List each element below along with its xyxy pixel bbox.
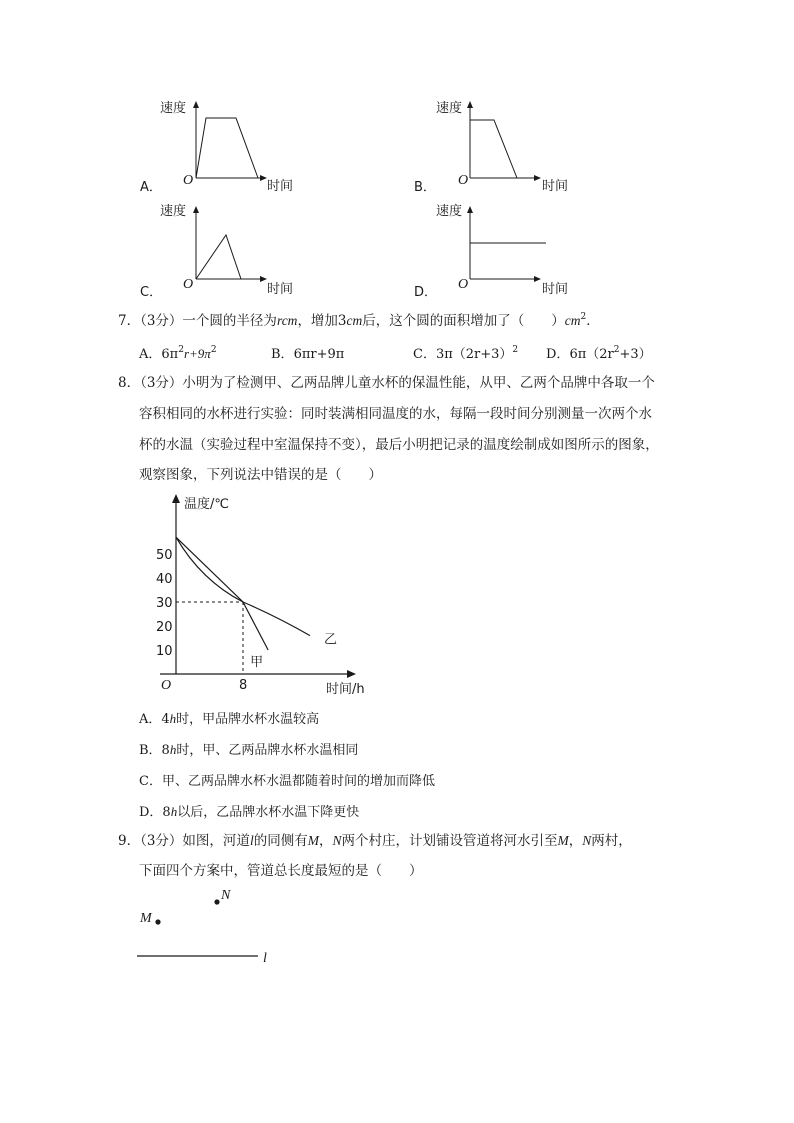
q8-x-arrow (347, 670, 356, 678)
q8-series-line-jia (176, 537, 268, 650)
q8-y-arrow (172, 494, 180, 503)
q7-unit: cm (564, 313, 581, 328)
q8-line-4: 观察图象，下列说法中错误的是（ ） (139, 467, 382, 483)
q6c-speed-line (196, 235, 241, 279)
q7-period: ． (586, 313, 600, 329)
q8-option-a: A．4h时，甲品牌水杯水温较高 (139, 711, 320, 727)
q7-unit-exp: 2 (580, 312, 587, 322)
q8-line-3: 杯的水温（实验过程中室温保持不变），最后小明把记录的温度绘制成如图所示的图象， (139, 437, 659, 453)
q7-stem (118, 306, 600, 336)
q8-ytick-label: 20 (156, 620, 173, 635)
q9-point-m (155, 919, 160, 924)
q6d-origin: O (458, 277, 469, 292)
q6c-xlabel: 时间 (267, 282, 294, 297)
q8-ytick-label: 50 (156, 548, 173, 563)
q8-ylabel: 温度/℃ (184, 497, 229, 512)
q9-comma-2: ， (568, 833, 583, 849)
q7-option-b: B．6πr+9π (271, 347, 345, 362)
q6c-origin: O (183, 277, 194, 292)
q9-M-2: M (557, 833, 569, 848)
q9-fig-l-label: l (263, 951, 267, 966)
q6c-letter: C． (140, 285, 163, 300)
q8-line-2: 容积相同的水杯进行实验：同时装满相同温度的水，每隔一段时间分别测量一次两个水 (139, 406, 652, 422)
q7-stem-pre: 7．（3分）一个圆的半径为 (118, 313, 277, 329)
q9-line-2: 下面四个方案中，管道总长度最短的是（ ） (139, 863, 423, 879)
q6b-ylabel: 速度 (436, 101, 463, 116)
q6b-origin: O (458, 173, 469, 188)
q9-point-n (214, 899, 219, 904)
q8-temperature-chart (140, 490, 380, 705)
q9-N-2: N (582, 833, 592, 848)
q6a-letter: A． (140, 180, 162, 195)
q6a-origin: O (183, 173, 194, 188)
q7-stem-mid: ，增加3 (297, 313, 347, 329)
q7-cm: cm (346, 313, 363, 328)
q6b-xlabel: 时间 (542, 179, 569, 194)
q8-series-label-yi: 乙 (324, 632, 338, 648)
q7-option-c: C．$3\pi(2r+3)^2$ (413, 345, 519, 362)
q8-origin: O (161, 678, 172, 693)
q6a-xlabel: 时间 (267, 179, 294, 194)
q9-fig-m-label: M (140, 911, 152, 926)
q9-fig-n-label: N (221, 888, 231, 903)
q7-option-d: D．$6\pi(2r^2+3)$ (546, 345, 652, 362)
q7-stem-post: 后，这个圆的面积增加了（ ） (362, 313, 565, 329)
q6d-xlabel: 时间 (542, 282, 569, 297)
q8-option-b: B．8h时，甲、乙两品牌水杯水温相同 (139, 742, 359, 758)
q8-line-1: 8．（3分）小明为了检测甲、乙两品牌儿童水杯的保温性能，从甲、乙两个品牌中各取一个 (118, 375, 655, 391)
q6a-ylabel: 速度 (160, 101, 187, 116)
q6d-letter: D． (414, 285, 438, 300)
q8-xtick-label: 8 (239, 678, 248, 693)
q9-line-1: 9．（3分）如图，河道l的同侧有M，N两个村庄，计划铺设管道将河水引至M，N两村， (118, 833, 632, 849)
q6-graph-b (414, 98, 584, 198)
q8-option-d: D．8h以后，乙品牌水杯水温下降更快 (139, 804, 360, 820)
q6c-ylabel: 速度 (160, 204, 187, 219)
q8-ytick-label: 30 (156, 596, 173, 611)
q8-xlabel: 时间/h (326, 682, 365, 697)
q6b-letter: B． (414, 180, 436, 195)
q7-r-unit: rcm (276, 313, 298, 328)
q6a-speed-line (196, 118, 258, 178)
q8-option-c: C．甲、乙两品牌水杯水温都随着时间的增加而降低 (139, 774, 435, 789)
q6d-ylabel: 速度 (436, 204, 463, 219)
q8-ytick-label: 10 (156, 644, 173, 659)
q6-graph-a (140, 98, 310, 198)
q7-option-a: A．$6\pi^2r+9\pi^2$ (139, 345, 217, 362)
q9-figure (134, 882, 284, 972)
q8-ytick-label: 40 (156, 572, 173, 587)
q6b-speed-line (470, 120, 517, 178)
q6-graph-c (140, 203, 310, 303)
q6-graph-d (414, 203, 584, 303)
q8-series-label-jia: 甲 (250, 655, 264, 670)
